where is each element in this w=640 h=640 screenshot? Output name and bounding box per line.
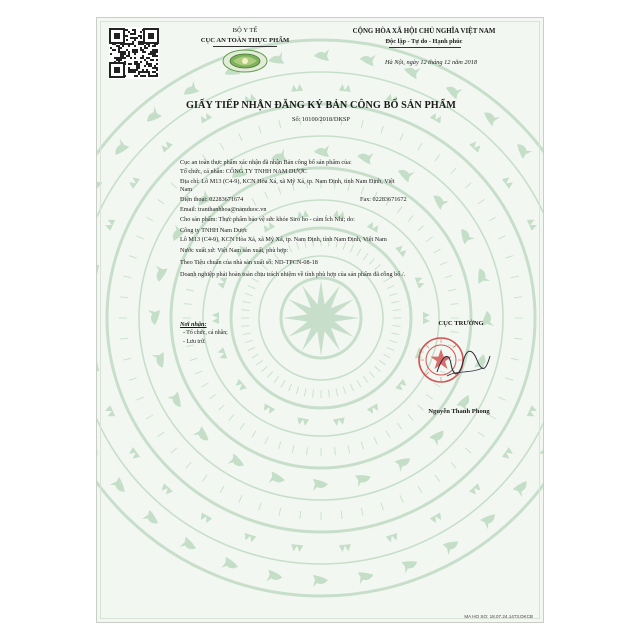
ministry-name: BỘ Y TẾ bbox=[232, 27, 258, 34]
fax-line: Fax: 02283671672 bbox=[360, 196, 407, 203]
motto-underline bbox=[389, 47, 461, 48]
document-title: GIẤY TIẾP NHẬN ĐĂNG KÝ BẢN CÔNG BỐ SẢN PHẨM bbox=[185, 100, 457, 111]
recipient-item: - Tổ chức, cá nhân; bbox=[183, 330, 228, 336]
qr-code bbox=[109, 27, 159, 79]
phone-line: Điện thoại: 02283671674 bbox=[180, 196, 244, 203]
producer-line: Công ty TNHH Nam Dược bbox=[180, 227, 248, 234]
recipient-item: - Lưu trữ. bbox=[183, 339, 206, 345]
responsibility-line: Doanh nghiệp phải hoàn toàn chịu trách nhiệm về tính phù hợp của sản phẩm đã công bố./. bbox=[180, 271, 406, 278]
standard-line: Theo Tiêu chuẩn của nhà sản xuất số: ND-TPCN-08-18 bbox=[180, 259, 318, 266]
product-line: Cho sản phẩm: Thực phẩm bảo vệ sức khỏe Siro ho - cảm Ích Nhi; do: bbox=[180, 216, 355, 223]
handwritten-signature bbox=[433, 344, 493, 384]
address-line-continued: Nam bbox=[180, 186, 193, 193]
signer-title: CỤC TRƯỞNG bbox=[438, 320, 484, 327]
national-motto: Độc lập - Tự do - Hạnh phúc bbox=[385, 38, 463, 45]
address-line: Địa chỉ: Lô M13 (C4-9), KCN Hòa Xá, xã Mỹ Xá, tp. Nam Định, tỉnh Nam Định, Việt bbox=[180, 178, 395, 185]
document-number: Số: 10100/2018/DKSP bbox=[292, 116, 350, 123]
origin-line: Nước xuất xứ: Việt Nam sản xuất, phù hợp: bbox=[180, 247, 289, 254]
document-page bbox=[96, 17, 544, 623]
agency-name: CỤC AN TOÀN THỰC PHẨM bbox=[200, 37, 290, 44]
signer-name: Nguyễn Thanh Phong bbox=[428, 408, 490, 415]
agency-underline bbox=[213, 46, 277, 47]
organization-line: Tổ chức, cá nhân: CÔNG TY TNHH NAM DƯỢC bbox=[180, 168, 307, 175]
dossier-code: MA HO SO: 18.07.24.1473.DKCB bbox=[464, 614, 533, 619]
recipients-title: Nơi nhận: bbox=[180, 321, 207, 328]
email-line: Email: tranthanhhoa@namduoc.vn bbox=[180, 206, 267, 213]
intro-line: Cục an toàn thực phẩm xác nhận đã nhận Bản công bố sản phẩm của: bbox=[180, 159, 352, 166]
nation-header: CỘNG HÒA XÃ HỘI CHỦ NGHĨA VIỆT NAM bbox=[352, 28, 496, 35]
date-line: Hà Nội, ngày 12 tháng 12 năm 2018 bbox=[384, 59, 477, 66]
producer-address-line: Lô M13 (C4-9), KCN Hòa Xá, xã Mỹ Xá, tp. Nam Định, tỉnh Nam Định, Việt Nam bbox=[180, 236, 387, 243]
agency-logo bbox=[221, 48, 269, 74]
